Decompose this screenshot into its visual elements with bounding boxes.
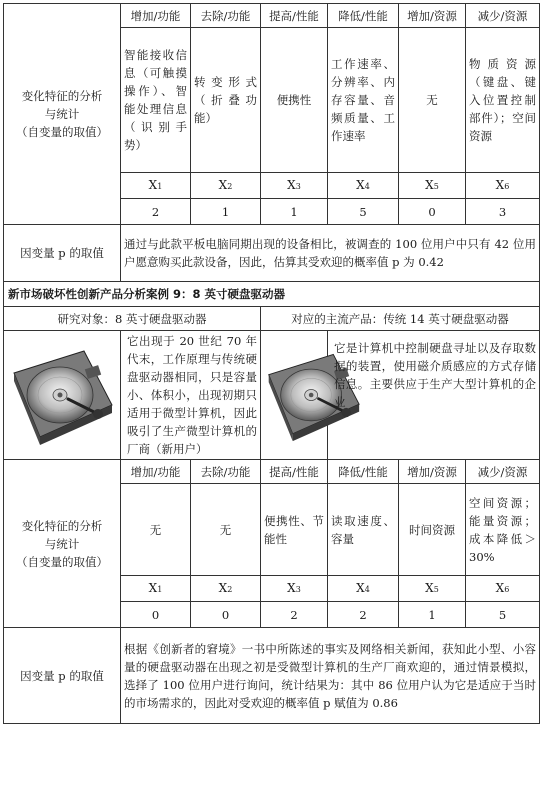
variable-cell: X3 — [261, 576, 328, 602]
case2-header-row — [4, 460, 540, 484]
header-cell: 增加/功能 — [121, 460, 191, 484]
header-cell: 提高/性能 — [261, 4, 328, 28]
value-cell: 5 — [466, 602, 540, 628]
variable-cell: X4 — [328, 576, 399, 602]
case2-description-row — [4, 331, 540, 460]
research-object: 研究对象：8 英寸硬盘驱动器 — [4, 307, 261, 331]
value-cell: 2 — [261, 602, 328, 628]
value-cell: 0 — [191, 602, 261, 628]
variable-cell: X5 — [399, 576, 466, 602]
case1-dependent-row — [4, 225, 540, 282]
case1-row-label — [4, 4, 121, 225]
feature-cell: 工作速率、分辨率、内存容量、音频质量、工作速率 — [328, 28, 399, 173]
analysis-table — [3, 3, 540, 724]
row-label-line3: （自变量的取值） — [16, 125, 108, 139]
case2-row-label — [4, 460, 121, 628]
variable-cell: X2 — [191, 173, 261, 199]
small-hdd-description: 它出现于 20 世纪 70 年代末，工作原理与传统硬盘驱动器相同，只是容量小、体积小，出现初期只适用于微型计算机，因此吸引了生产微型计算机的厂商（新用户） — [121, 331, 261, 460]
dependent-label: 因变量 p 的取值 — [4, 225, 121, 282]
feature-cell: 便携性、节能性 — [261, 484, 328, 576]
row-label-line1: 变化特征的分析 — [21, 518, 103, 533]
header-cell: 降低/性能 — [328, 4, 399, 28]
header-cell: 去除/功能 — [191, 4, 261, 28]
value-cell: 5 — [328, 199, 399, 225]
case2-title-row — [4, 282, 540, 307]
variable-cell: X5 — [399, 173, 466, 199]
large-hdd-image-cell — [261, 331, 328, 460]
header-cell: 减少/资源 — [466, 4, 540, 28]
value-cell: 0 — [399, 199, 466, 225]
mainstream-product: 对应的主流产品：传统 14 英寸硬盘驱动器 — [261, 307, 540, 331]
value-cell: 1 — [399, 602, 466, 628]
dependent-label: 因变量 p 的取值 — [4, 628, 121, 724]
dependent-text: 根据《创新者的窘境》一书中所陈述的事实及网络相关新闻，获知此小型、小容量的硬盘驱动器在出现之初是受微型计算机的生产厂商欢迎的，通过情景模拟，选择了 100 位用户进行询问，统计结果为：其中 86 位用户认为它是适应于当时的市场需求的，因此对受欢迎的概率值 p 赋值为 0.86 — [121, 628, 540, 724]
header-cell: 增加/功能 — [121, 4, 191, 28]
feature-cell: 空间资源；能量资源；成本降低＞30% — [466, 484, 540, 576]
variable-cell: X4 — [328, 173, 399, 199]
row-label-line3: （自变量的取值） — [16, 554, 108, 569]
variable-cell: X6 — [466, 576, 540, 602]
feature-cell: 时间资源 — [399, 484, 466, 576]
feature-cell: 物质资源（键盘、键入位置控制部件）；空间资源 — [466, 28, 540, 173]
value-cell: 3 — [466, 199, 540, 225]
header-cell: 减少/资源 — [466, 460, 540, 484]
header-cell: 降低/性能 — [328, 460, 399, 484]
feature-cell: 读取速度、容量 — [328, 484, 399, 576]
feature-cell: 无 — [121, 484, 191, 576]
dependent-text: 通过与此款平板电脑同期出现的设备相比，被调查的 100 位用户中只有 42 位用户愿意购买此款设备，因此，估算其受欢迎的概率值 p 为 0.42 — [121, 225, 540, 282]
value-cell: 2 — [121, 199, 191, 225]
feature-cell: 无 — [399, 28, 466, 173]
feature-cell: 无 — [191, 484, 261, 576]
row-label-line1: 变化特征的分析 — [21, 89, 103, 103]
row-label-line2: 与统计 — [44, 536, 80, 551]
value-cell: 1 — [261, 199, 328, 225]
case-title: 新市场破坏性创新产品分析案例 9：8 英寸硬盘驱动器 — [4, 282, 540, 307]
header-cell: 增加/资源 — [399, 4, 466, 28]
feature-cell: 转变形式（折叠功能） — [191, 28, 261, 173]
document-page — [3, 3, 539, 724]
value-cell: 1 — [191, 199, 261, 225]
header-cell: 增加/资源 — [399, 460, 466, 484]
feature-cell: 智能接收信息（可触摸操作）、智能处理信息（识别手势） — [121, 28, 191, 173]
variable-cell: X3 — [261, 173, 328, 199]
header-cell: 去除/功能 — [191, 460, 261, 484]
hard-drive-illustration — [8, 343, 116, 447]
value-cell: 2 — [328, 602, 399, 628]
case2-dependent-row — [4, 628, 540, 724]
variable-cell: X6 — [466, 173, 540, 199]
variable-cell: X1 — [121, 576, 191, 602]
value-cell: 0 — [121, 602, 191, 628]
small-hdd-image-cell — [4, 331, 121, 460]
case2-object-row — [4, 307, 540, 331]
variable-cell: X1 — [121, 173, 191, 199]
large-hdd-description: 它是计算机中控制硬盘寻址以及存取数据的装置，使用磁介质感应的方式存储信息。主要供应于生产大型计算机的企业 — [328, 331, 540, 460]
header-cell: 提高/性能 — [261, 460, 328, 484]
variable-cell: X2 — [191, 576, 261, 602]
case1-header-row — [4, 4, 540, 28]
feature-cell: 便携性 — [261, 28, 328, 173]
row-label-line2: 与统计 — [44, 107, 80, 121]
